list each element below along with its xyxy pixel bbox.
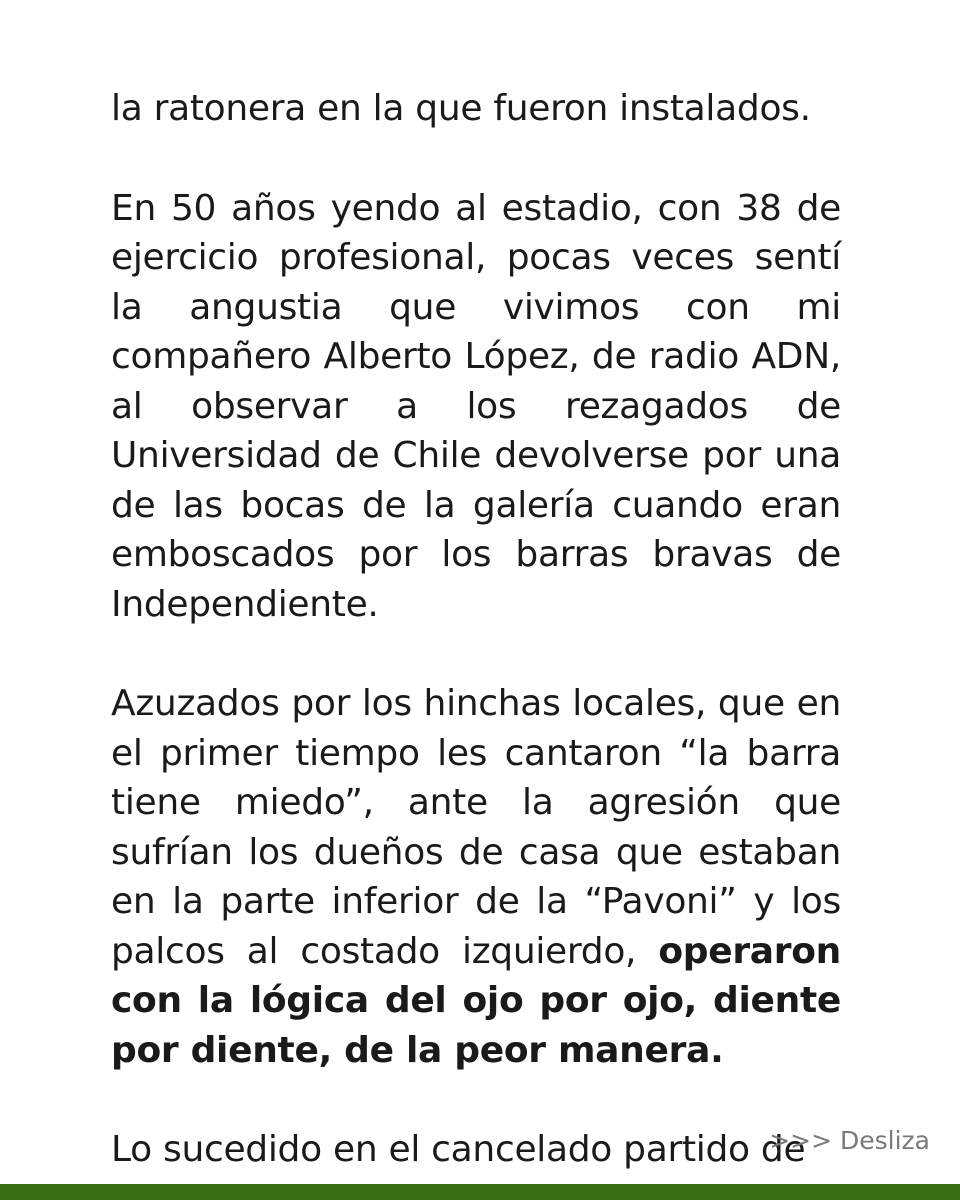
paragraph-1: la ratonera en la que fueron instalados. (111, 88, 811, 129)
article-body (111, 84, 841, 1175)
paragraph-3 (111, 679, 841, 1075)
paragraph-3-bold: operaron con la lógica del ojo por ojo, diente por diente, de la peor manera. (111, 930, 841, 1071)
footer-bar (0, 1184, 960, 1200)
paragraph-2: En 50 años yendo al estadio, con 38 de ejercicio profesional, pocas veces sentí la angustia que vivimos con mi compañero Alberto López, de radio ADN, al observar a los rezagados de Universidad de Chile devolverse por una de las bocas de la galería cuando eran emboscados por los barras bravas de Independiente. (111, 187, 841, 625)
paragraph-gap (111, 134, 841, 184)
paragraph-4: Lo sucedido en el cancelado partido de (111, 1129, 806, 1170)
paragraph-gap (111, 1075, 841, 1125)
paragraph-3-plain: Azuzados por los hinchas locales, que en el primer tiempo les cantaron “la barra tiene miedo”, ante la agresión que sufrían los dueños de casa que estaban en la parte inferior de la “Pavoni” y los palcos al costado izquierdo, (111, 683, 841, 972)
paragraph-gap (111, 629, 841, 679)
swipe-hint[interactable]: >>> Desliza (769, 1126, 930, 1155)
